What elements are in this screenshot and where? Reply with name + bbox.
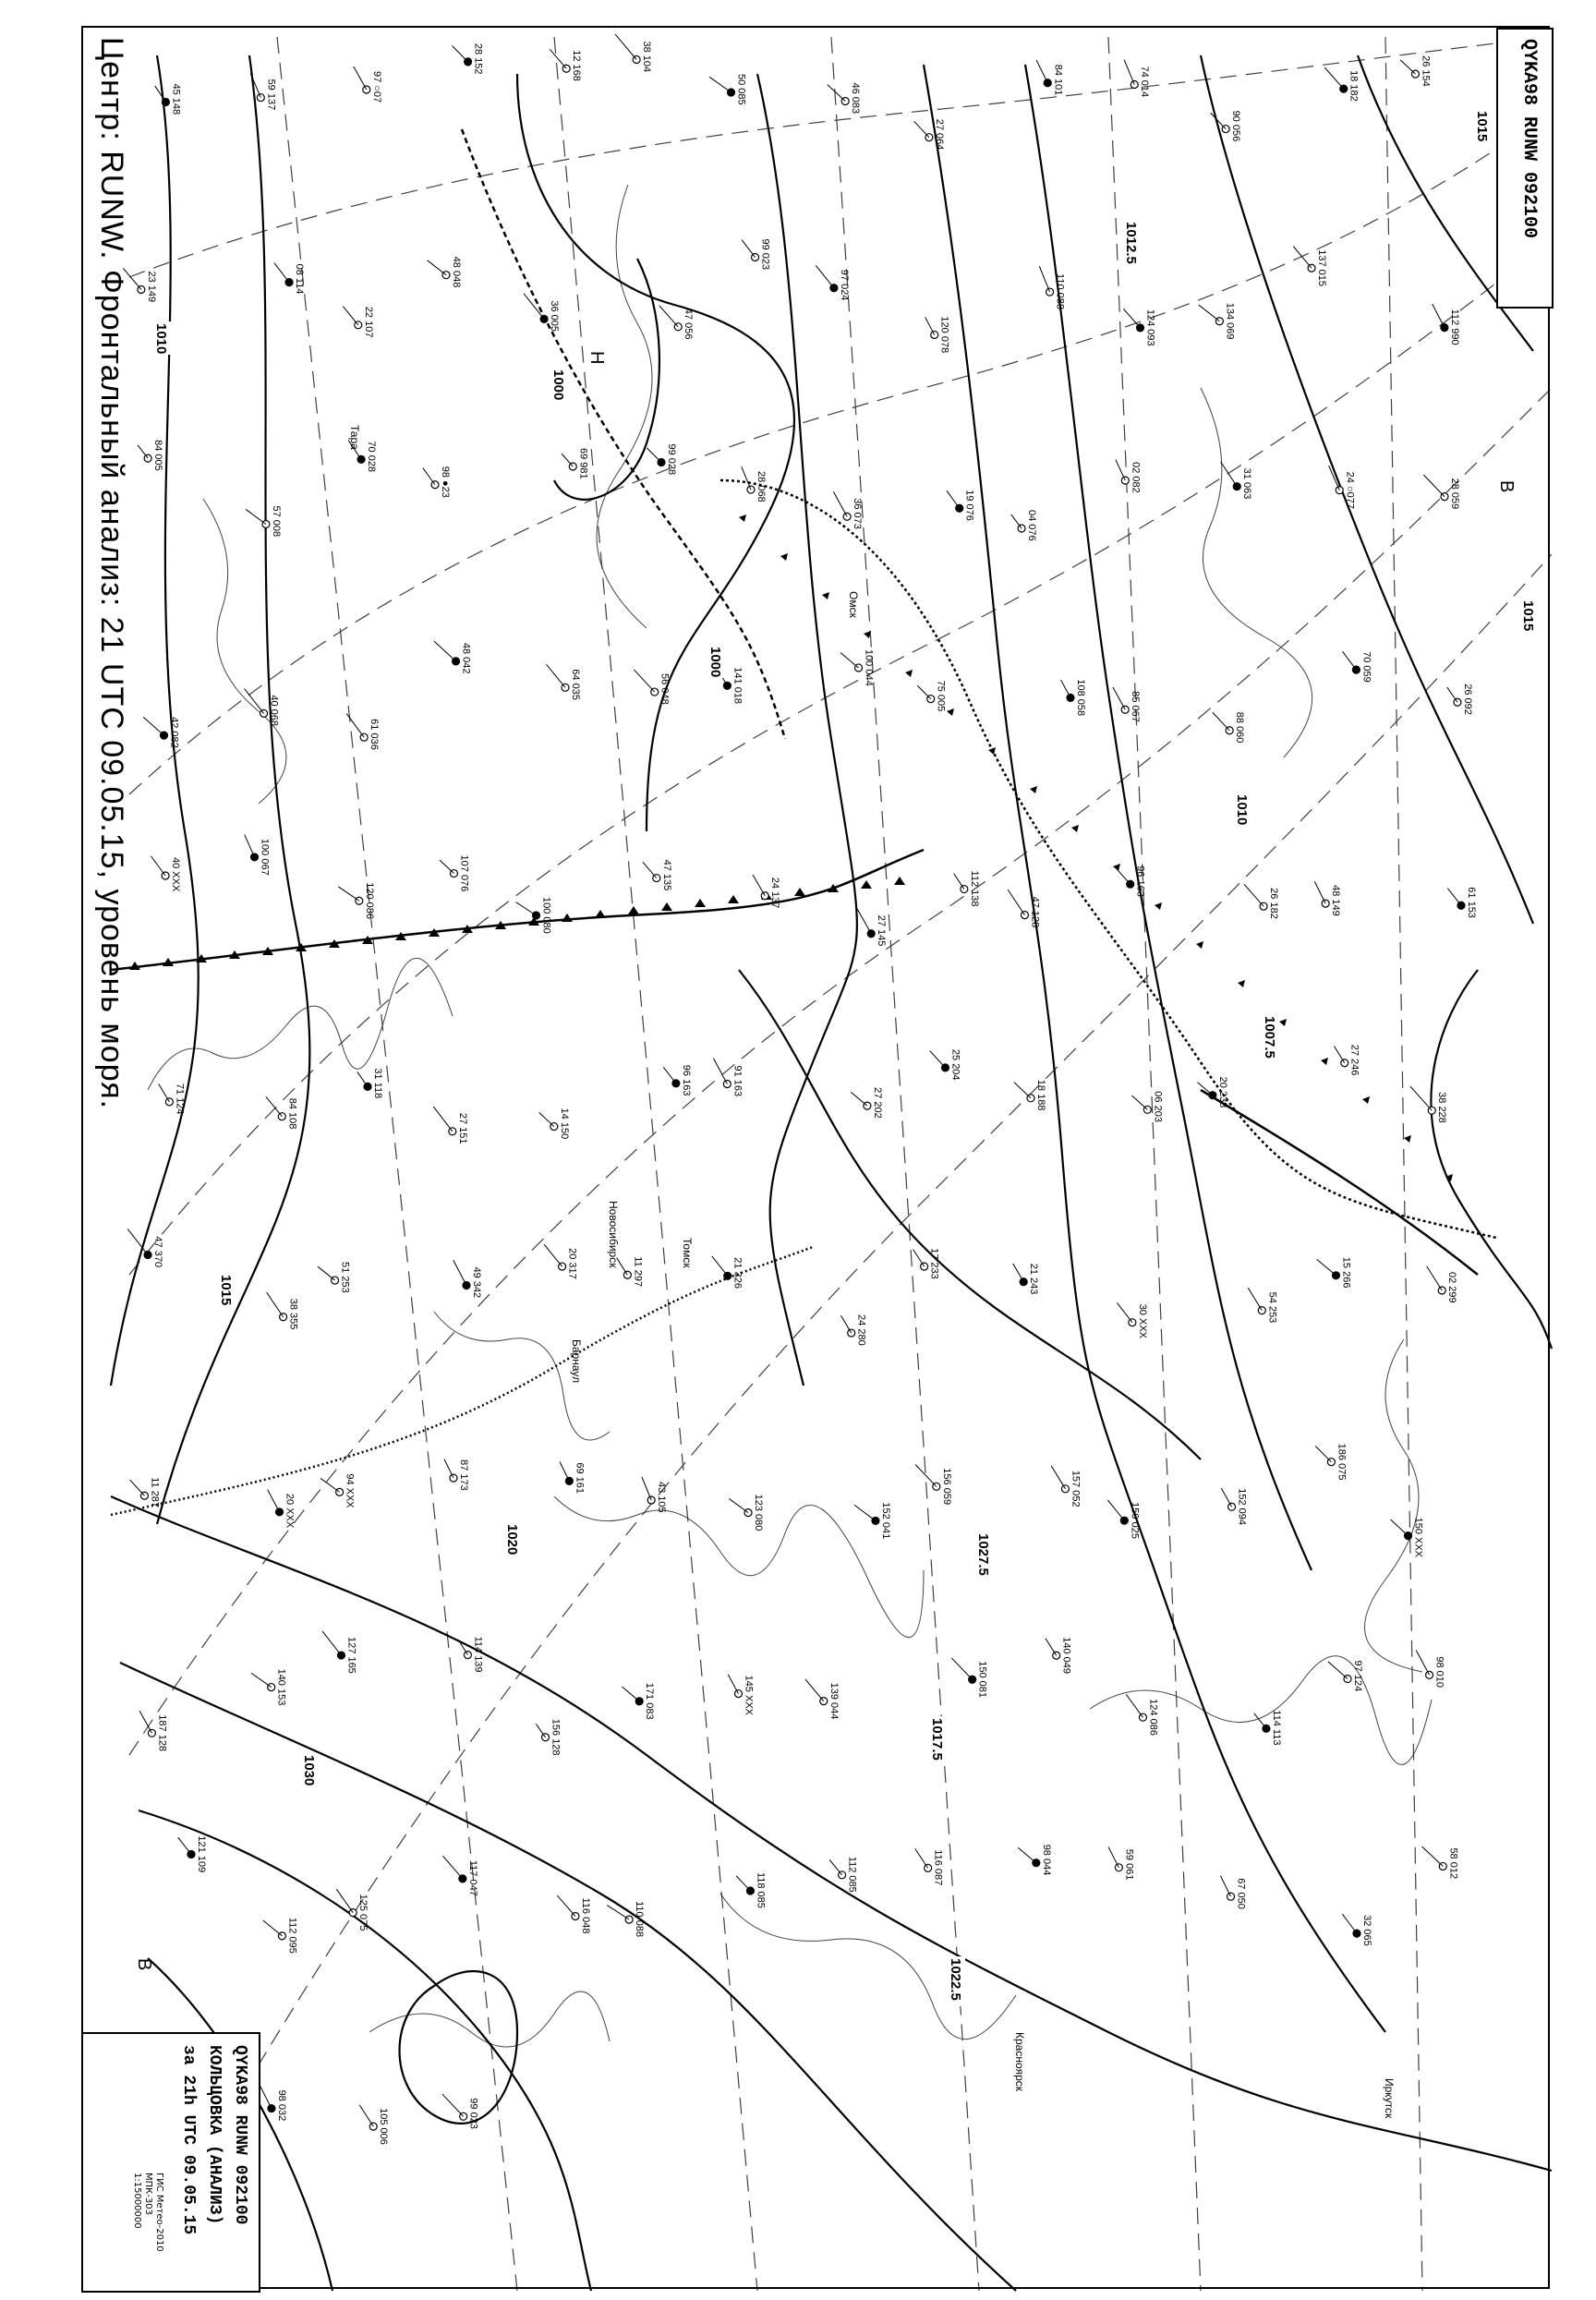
station-reading: 116 048 — [579, 1897, 591, 1934]
station-reading: 56 048 — [659, 673, 671, 705]
station-reading: 112 085 — [846, 1856, 858, 1893]
station-reading: 96 163 — [680, 1064, 692, 1096]
station-reading: 70 028 — [366, 441, 378, 473]
station-reading: 114 139 — [472, 1636, 484, 1673]
station-reading: 24 280 — [855, 1314, 867, 1346]
station-reading: 75 005 — [935, 680, 947, 712]
station-reading: 47 056 — [683, 308, 695, 340]
station-reading: 99 023 — [759, 238, 771, 271]
station-reading: 50 085 — [735, 73, 747, 105]
city-name: Томск — [681, 1238, 694, 1268]
pressure-center-letter: В — [134, 1958, 154, 1971]
station-reading: 121 109 — [195, 1835, 207, 1873]
pressure-center-letter: В — [1496, 480, 1517, 493]
isobar-label: 1000 — [707, 647, 723, 678]
station-reading: 70 059 — [1360, 651, 1372, 683]
station-reading: 150 081 — [976, 1661, 988, 1698]
station-reading: 30 XXX — [1136, 1303, 1148, 1339]
station-reading: 69 161 — [574, 1462, 586, 1494]
isobar-label: 1030 — [301, 1755, 317, 1786]
station-reading: 06 203 — [1152, 1091, 1164, 1122]
station-reading: 171 083 — [644, 1682, 656, 1720]
legend-time: за 21h UTC 09.05.15 — [179, 2045, 198, 2235]
legend-projection: МПК-303 — [143, 2173, 153, 2215]
station-reading: 112 138 — [968, 870, 980, 907]
station-reading: 98 032 — [275, 2089, 287, 2122]
legend-name: КОЛЬЦОВКА (АНАЛИЗ) — [205, 2045, 224, 2225]
station-reading: 84 005 — [152, 440, 164, 471]
station-reading: 48 149 — [1330, 885, 1342, 916]
station-reading: 156 059 — [940, 1468, 952, 1506]
station-reading: 97 ○07 — [370, 70, 382, 103]
station-reading: 99 028 — [666, 443, 678, 476]
station-reading: 32 065 — [1360, 1915, 1372, 1946]
legend-software: ГИС Метео-2010 — [154, 2173, 164, 2252]
station-reading: 51 253 — [339, 1262, 351, 1293]
station-reading: 27 064 — [933, 118, 945, 151]
station-reading: 57 008 — [270, 505, 282, 538]
station-reading: 116 087 — [932, 1849, 944, 1886]
legend-block — [81, 2032, 260, 2293]
legend-scale: 1:15000000 — [132, 2173, 142, 2229]
station-reading: 58 012 — [1447, 1847, 1459, 1880]
station-reading: 139 044 — [828, 1682, 840, 1720]
station-reading: 24 ○077 — [1344, 471, 1356, 509]
station-reading: 28 152 — [472, 42, 484, 75]
station-reading: 26 182 — [1268, 888, 1280, 919]
station-reading: 87 173 — [457, 1459, 469, 1491]
station-reading: 45 148 — [170, 83, 182, 115]
city-name: Новосибирск — [607, 1201, 620, 1268]
station-reading: 38 228 — [1436, 1092, 1448, 1123]
station-reading: 15 266 — [1340, 1256, 1352, 1289]
station-reading: 36 073 — [852, 498, 864, 529]
station-reading: 88 060 — [1234, 711, 1246, 744]
station-reading: 94 XXX — [344, 1473, 356, 1508]
station-reading: 20 317 — [566, 1248, 578, 1279]
header-code-box — [1496, 28, 1554, 309]
station-reading: 14 150 — [558, 1108, 570, 1140]
station-reading: 134 069 — [1224, 302, 1236, 340]
legend-code: QYKA98 RUNW 092100 — [231, 2045, 249, 2225]
station-reading: 98 044 — [1040, 1844, 1052, 1876]
station-reading: 98 ●23 — [439, 466, 451, 498]
station-reading: 47 128 — [1029, 896, 1041, 928]
station-reading: 157 052 — [1070, 1470, 1082, 1507]
station-reading: 21 243 — [1028, 1263, 1040, 1295]
station-reading: 42 082 — [168, 717, 180, 748]
station-reading: 40 XXX — [170, 857, 182, 892]
station-reading: 107 076 — [458, 854, 470, 892]
station-reading: 47 135 — [660, 859, 672, 891]
station-reading: 61 153 — [1465, 887, 1477, 918]
station-reading: 112 095 — [286, 1917, 298, 1954]
station-reading: 64 035 — [569, 669, 581, 700]
isobar-label: 1010 — [1234, 794, 1250, 826]
station-reading: 150 XXX — [1412, 1517, 1424, 1558]
isobar-label: 1012.5 — [1123, 222, 1139, 264]
isobar-label: 1015 — [1474, 111, 1490, 142]
station-reading: 100 067 — [259, 838, 271, 876]
station-reading: 08 114 — [294, 263, 306, 295]
map-frame — [81, 26, 1550, 2289]
station-reading: 18 188 — [1034, 1079, 1046, 1111]
station-reading: 152 094 — [1236, 1488, 1248, 1526]
station-reading: 20 238 — [1216, 1076, 1228, 1108]
station-reading: 74 014 — [1139, 66, 1151, 98]
station-reading: 114 113 — [1270, 1710, 1282, 1746]
station-reading: 27 145 — [876, 914, 888, 947]
station-reading: 152 041 — [879, 1502, 891, 1540]
station-reading: 137 015 — [1316, 249, 1328, 287]
station-reading: 12 168 — [571, 50, 583, 81]
station-reading: 125 075 — [357, 1894, 369, 1931]
station-reading: 17 233 — [928, 1248, 940, 1279]
station-reading: 120 086 — [363, 882, 375, 920]
isobar-label: 1022.5 — [948, 1958, 963, 2001]
station-reading: 186 075 — [1336, 1443, 1348, 1481]
isobar-label: 1000 — [550, 369, 566, 401]
station-reading: 100 080 — [540, 897, 552, 934]
station-reading: 27 246 — [1348, 1044, 1360, 1076]
station-reading: 20 XXX — [284, 1493, 296, 1529]
station-reading: 27 151 — [456, 1112, 468, 1144]
station-reading: 120 078 — [938, 316, 950, 354]
station-reading: 21 326 — [732, 1257, 744, 1289]
station-reading: 18 182 — [1348, 70, 1360, 102]
pressure-center-letter: Н — [586, 351, 607, 365]
isobar-label: 1027.5 — [975, 1533, 991, 1576]
station-reading: 02 299 — [1446, 1272, 1458, 1303]
station-reading: 59 137 — [265, 79, 277, 111]
station-reading: 11 297 — [632, 1256, 644, 1288]
station-reading: 26 154 — [1420, 55, 1432, 87]
isobar-label: 1020 — [504, 1524, 520, 1556]
isobar-label: 1010 — [153, 323, 169, 355]
station-reading: 124 093 — [1144, 309, 1156, 346]
station-reading: 90 056 — [1230, 110, 1242, 142]
station-reading: 38 104 — [641, 41, 653, 73]
station-reading: 61 036 — [369, 719, 381, 750]
station-reading: 46 083 — [850, 82, 862, 115]
isobar-label: 1015 — [218, 1275, 234, 1306]
city-name: Иркутск — [1383, 2078, 1396, 2119]
station-reading: 22 107 — [362, 306, 374, 338]
station-reading: 150 025 — [1129, 1502, 1141, 1539]
station-reading: 145 XXX — [743, 1675, 755, 1716]
station-reading: 04 076 — [1026, 510, 1038, 541]
station-reading: 105 006 — [378, 2108, 390, 2145]
station-reading: 36 005 — [549, 300, 561, 333]
station-reading: 26 092 — [1461, 684, 1473, 715]
station-reading: 99 023 — [467, 2098, 479, 2129]
station-reading: 38 355 — [287, 1298, 299, 1330]
station-reading: 91 163 — [732, 1065, 744, 1097]
station-reading: 23 149 — [145, 271, 157, 303]
station-reading: 85 067 — [1130, 691, 1142, 722]
station-reading: 59 061 — [1123, 1848, 1135, 1881]
station-reading: 84 108 — [286, 1097, 298, 1130]
station-reading: 28 059 — [1449, 478, 1461, 510]
station-reading: 100 044 — [863, 648, 875, 686]
station-reading: 19 076 — [963, 490, 975, 521]
city-name: Барнаул — [570, 1339, 583, 1384]
station-reading: 40 068 — [268, 695, 280, 726]
station-reading: 48 042 — [460, 642, 472, 674]
station-reading: 97 124 — [1352, 1660, 1364, 1692]
station-reading: 156 128 — [550, 1718, 562, 1756]
station-reading: 187 128 — [156, 1714, 168, 1752]
header-code: QYKA98 RUNW 092100 — [1518, 39, 1540, 239]
city-name: Красноярск — [1013, 2032, 1026, 2092]
station-reading: 97 024 — [838, 269, 850, 301]
station-reading: 98 010 — [1433, 1656, 1445, 1689]
station-reading: 31 063 — [1241, 467, 1253, 500]
city-name: Омск — [847, 591, 860, 618]
station-reading: 28 068 — [755, 471, 767, 502]
station-reading: 123 080 — [753, 1494, 765, 1531]
station-reading: 84 101 — [1052, 64, 1064, 96]
station-reading: 112 990 — [1448, 309, 1460, 345]
isobar-label: 1017.5 — [929, 1718, 945, 1761]
chart-title: Центр: RUNW. Фронтальный анализ: 21 UTC 09.05.15, уровень моря. — [94, 37, 129, 1110]
station-reading: 117 047 — [466, 1859, 478, 1896]
station-reading: 67 050 — [1235, 1878, 1247, 1909]
station-reading: 140 153 — [275, 1668, 287, 1706]
station-reading: 24 137 — [769, 877, 781, 909]
station-reading: 43 105 — [656, 1481, 668, 1513]
station-reading: 47 370 — [152, 1236, 164, 1268]
isobar-label: 1015 — [1520, 600, 1536, 632]
station-reading: 140 049 — [1060, 1637, 1072, 1674]
station-reading: 54 253 — [1266, 1291, 1278, 1324]
station-reading: 96 163 — [1134, 866, 1146, 897]
station-reading: 118 085 — [755, 1871, 767, 1908]
station-reading: 11 287 — [149, 1477, 161, 1508]
station-reading: 48 048 — [450, 256, 462, 288]
station-reading: 108 058 — [1074, 679, 1086, 717]
city-name: Тара — [348, 425, 361, 450]
station-reading: 69 981 — [577, 448, 589, 479]
station-reading: 27 202 — [871, 1087, 883, 1119]
station-reading: 124 086 — [1147, 1699, 1159, 1736]
station-reading: 110 088 — [1054, 273, 1066, 310]
station-reading: 71 124 — [174, 1083, 186, 1115]
station-reading: 25 204 — [949, 1048, 961, 1081]
station-reading: 110 088 — [634, 1901, 646, 1938]
station-reading: 127 165 — [345, 1637, 357, 1674]
station-reading: 141 018 — [732, 667, 744, 705]
station-reading: 31 118 — [372, 1068, 384, 1099]
station-reading: 02 082 — [1130, 462, 1142, 493]
station-reading: 49 342 — [470, 1266, 482, 1299]
isobar-label: 1007.5 — [1262, 1016, 1277, 1059]
